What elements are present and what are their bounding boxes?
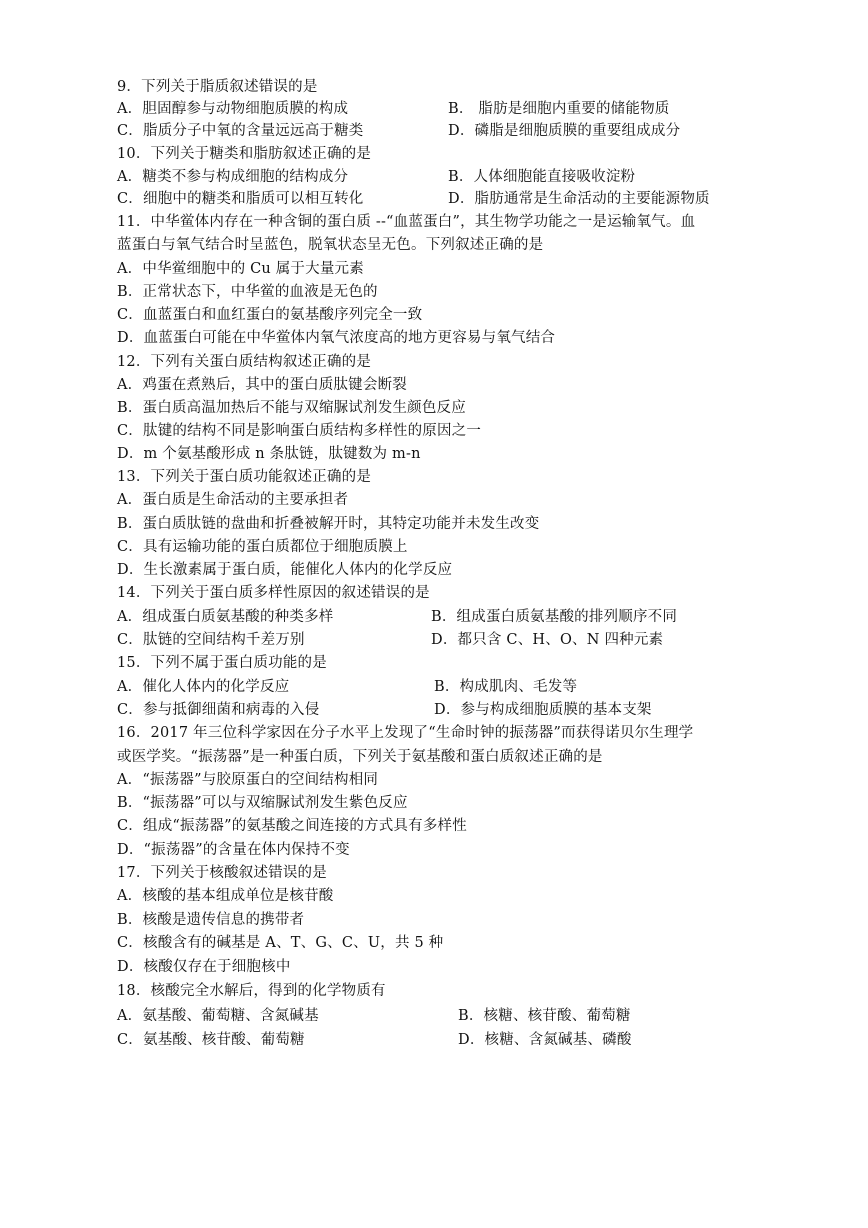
question-10-option-a: A．糖类不参与构成细胞的结构成分 <box>117 169 349 185</box>
question-11-option-d: D．血蓝蛋白可能在中华鲎体内氧气浓度高的地方更容易与氧气结合 <box>117 330 556 346</box>
question-14-stem: 14．下列关于蛋白质多样性原因的叙述错误的是 <box>117 585 430 601</box>
question-11-stem-line-1: 11．中华鲎体内存在一种含铜的蛋白质 --“血蓝蛋白”，其生物学功能之一是运输氧气。血 <box>117 214 696 230</box>
question-15-option-c: C．参与抵御细菌和病毒的入侵 <box>117 702 320 718</box>
question-9-stem: 9．下列关于脂质叙述错误的是 <box>117 79 318 95</box>
question-16-stem-line-1: 16．2017 年三位科学家因在分子水平上发现了“生命时钟的振荡器”而获得诺贝尔生理学 <box>117 725 694 741</box>
question-17-option-a: A．核酸的基本组成单位是核苷酸 <box>117 888 334 904</box>
question-14-option-a: A．组成蛋白质氨基酸的种类多样 <box>117 609 334 625</box>
question-13-option-d: D．生长激素属于蛋白质，能催化人体内的化学反应 <box>117 562 453 578</box>
question-17-option-d: D．核酸仅存在于细胞核中 <box>117 959 291 975</box>
question-9-option-d: D．磷脂是细胞质膜的重要组成成分 <box>448 123 681 139</box>
question-17-stem: 17．下列关于核酸叙述错误的是 <box>117 865 327 881</box>
question-18-option-b: B．核糖、核苷酸、葡萄糖 <box>458 1008 631 1024</box>
question-18-option-c: C．氨基酸、核苷酸、葡萄糖 <box>117 1032 305 1048</box>
question-9-option-b: B． 脂肪是细胞内重要的储能物质 <box>448 101 670 117</box>
question-16-option-a: A．“振荡器”与胶原蛋白的空间结构相同 <box>117 772 379 788</box>
question-18-option-d: D．核糖、含氮碱基、磷酸 <box>458 1032 632 1048</box>
question-12-option-b: B．蛋白质高温加热后不能与双缩脲试剂发生颜色反应 <box>117 400 466 416</box>
question-16-stem-line-2: 或医学奖。“振荡器”是一种蛋白质，下列关于氨基酸和蛋白质叙述正确的是 <box>117 749 603 765</box>
question-12-option-c: C．肽键的结构不同是影响蛋白质结构多样性的原因之一 <box>117 423 482 439</box>
question-18-option-a: A．氨基酸、葡萄糖、含氮碱基 <box>117 1008 319 1024</box>
question-15-stem: 15．下列不属于蛋白质功能的是 <box>117 655 327 671</box>
question-12-option-d: D．m 个氨基酸形成 n 条肽链，肽键数为 m-n <box>117 446 421 462</box>
question-14-option-d: D．都只含 C、H、O、N 四种元素 <box>431 632 664 648</box>
question-11-stem-line-2: 蓝蛋白与氧气结合时呈蓝色，脱氧状态呈无色。下列叙述正确的是 <box>117 237 544 253</box>
question-15-option-b: B．构成肌肉、毛发等 <box>434 679 578 695</box>
question-17-option-b: B．核酸是遗传信息的携带者 <box>117 912 305 928</box>
question-10-option-c: C．细胞中的糖类和脂质可以相互转化 <box>117 191 364 207</box>
question-10-option-d: D．脂肪通常是生命活动的主要能源物质 <box>448 191 710 207</box>
question-16-option-b: B．“振荡器”可以与双缩脲试剂发生紫色反应 <box>117 795 408 811</box>
question-12-stem: 12．下列有关蛋白质结构叙述正确的是 <box>117 354 372 370</box>
question-11-option-a: A．中华鲎细胞中的 Cu 属于大量元素 <box>117 261 364 277</box>
question-16-option-d: D．“振荡器”的含量在体内保持不变 <box>117 842 350 858</box>
question-11-option-c: C．血蓝蛋白和血红蛋白的氨基酸序列完全一致 <box>117 307 423 323</box>
question-16-option-c: C．组成“振荡器”的氨基酸之间连接的方式具有多样性 <box>117 818 467 834</box>
question-10-option-b: B．人体细胞能直接吸收淀粉 <box>448 169 636 185</box>
question-13-option-b: B．蛋白质肽链的盘曲和折叠被解开时，其特定功能并未发生改变 <box>117 516 540 532</box>
question-18-stem: 18．核酸完全水解后，得到的化学物质有 <box>117 983 386 999</box>
question-17-option-c: C．核酸含有的碱基是 A、T、G、C、U，共 5 种 <box>117 935 444 951</box>
question-14-option-c: C．肽链的空间结构千差万别 <box>117 632 305 648</box>
question-15-option-a: A．催化人体内的化学反应 <box>117 679 290 695</box>
question-12-option-a: A．鸡蛋在煮熟后，其中的蛋白质肽键会断裂 <box>117 377 407 393</box>
question-9-option-c: C．脂质分子中氧的含量远远高于糖类 <box>117 123 364 139</box>
question-13-stem: 13．下列关于蛋白质功能叙述正确的是 <box>117 469 372 485</box>
question-13-option-a: A．蛋白质是生命活动的主要承担者 <box>117 492 349 508</box>
question-11-option-b: B．正常状态下，中华鲎的血液是无色的 <box>117 284 378 300</box>
question-13-option-c: C．具有运输功能的蛋白质都位于细胞质膜上 <box>117 539 408 555</box>
question-10-stem: 10．下列关于糖类和脂肪叙述正确的是 <box>117 146 372 162</box>
question-9-option-a: A．胆固醇参与动物细胞质膜的构成 <box>117 101 349 117</box>
question-14-option-b: B．组成蛋白质氨基酸的排列顺序不同 <box>431 609 678 625</box>
question-15-option-d: D．参与构成细胞质膜的基本支架 <box>434 702 652 718</box>
